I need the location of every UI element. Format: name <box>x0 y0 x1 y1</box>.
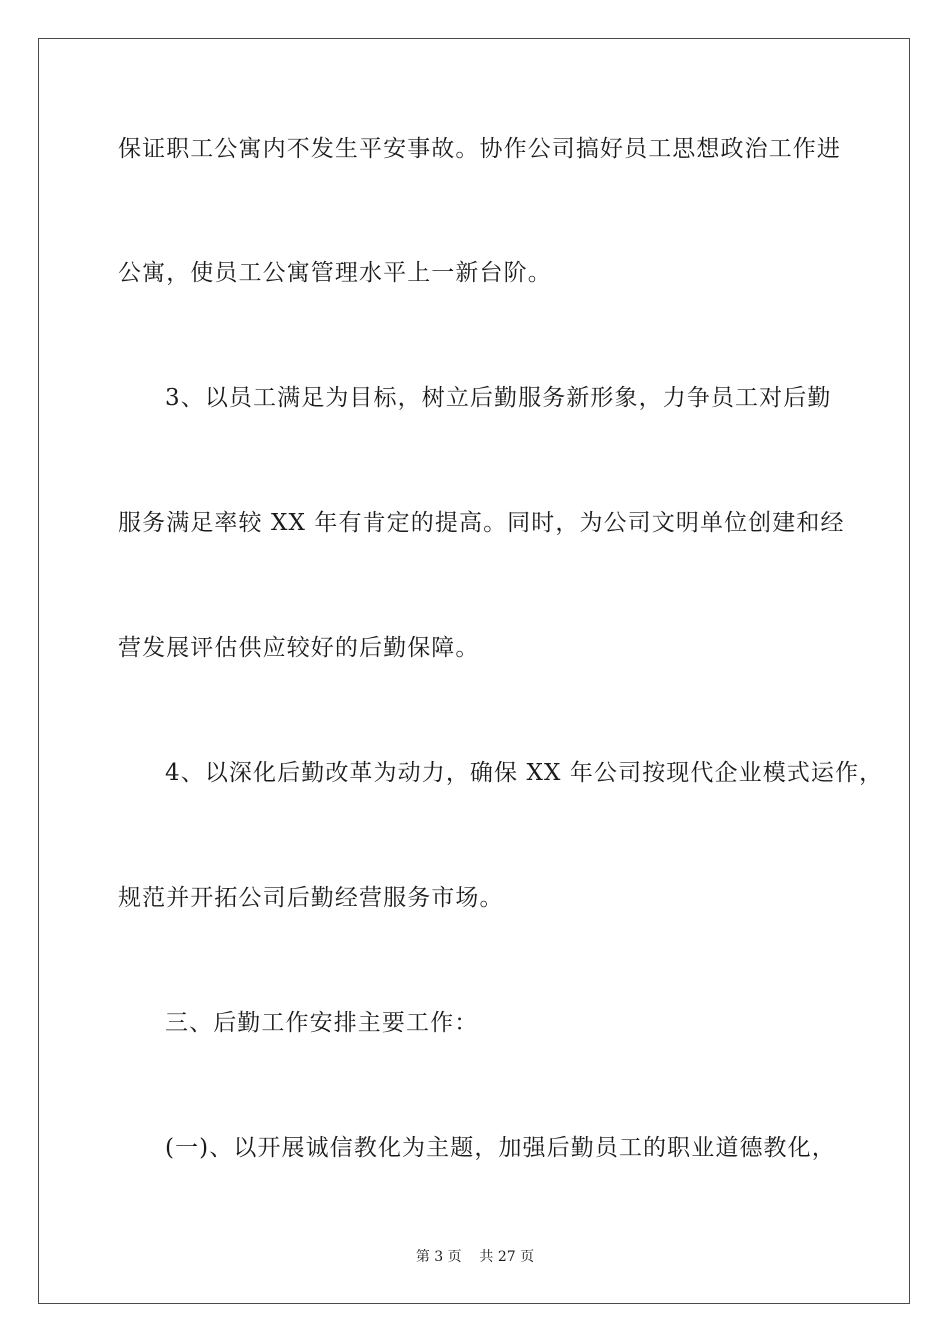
paragraph-line: 保证职工公寓内不发生平安事故。协作公司搞好员工思想政治工作进 <box>118 136 841 162</box>
paragraph-line: 公寓，使员工公寓管理水平上一新台阶。 <box>118 260 552 286</box>
paragraph-line: 服务满足率较 XX 年有肯定的提高。同时，为公司文明单位创建和经 <box>118 510 845 536</box>
section-heading: 三、后勤工作安排主要工作： <box>165 1010 479 1036</box>
paragraph-line: 4、以深化后勤改革为动力，确保 XX 年公司按现代企业模式运作， <box>165 760 884 786</box>
paragraph-line: 规范并开拓公司后勤经营服务市场。 <box>118 885 504 911</box>
paragraph-line: 营发展评估供应较好的后勤保障。 <box>118 635 480 661</box>
paragraph-line: (一)、以开展诚信教化为主题，加强后勤员工的职业道德教化， <box>165 1135 836 1161</box>
page-border <box>38 38 910 1304</box>
paragraph-line: 3、以员工满足为目标，树立后勤服务新形象，力争员工对后勤 <box>165 385 832 411</box>
page-number-footer: 第 3 页 共 27 页 <box>415 1249 535 1265</box>
